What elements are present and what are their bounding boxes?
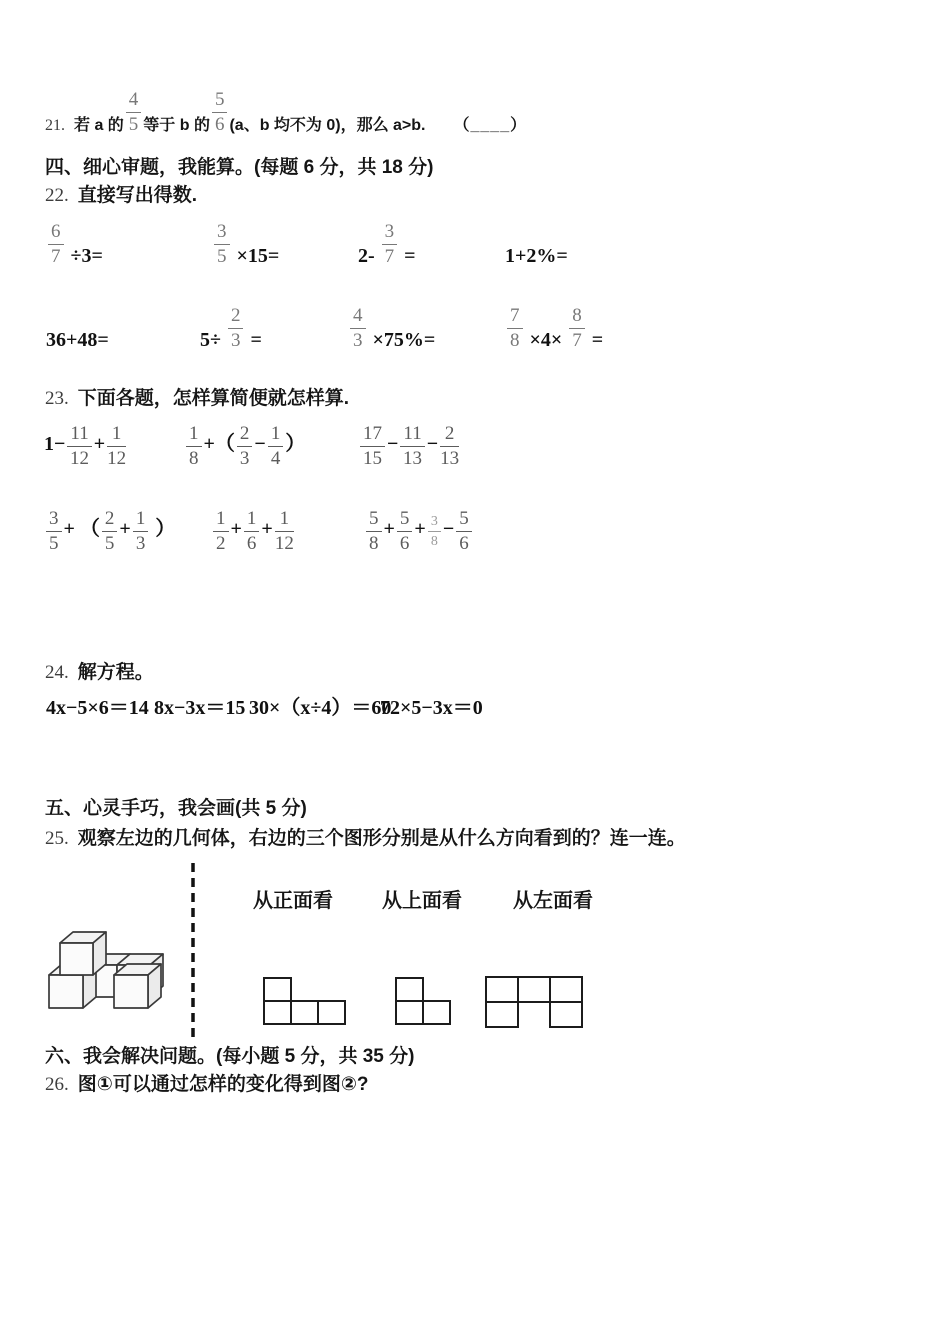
question-21-line (45, 89, 527, 136)
equation-2: 8x−3x＝15 (154, 697, 246, 719)
grid-cell (317, 1000, 346, 1025)
fraction: $\frac{2}{3}$ (235, 423, 255, 470)
question-25-title: 25. 观察左边的几何体，右边的三个图形分别是从什么方向看到的？连一连。 (45, 828, 686, 849)
question-text: (a、b 均不为 0)，那么 a>b. (229, 117, 426, 134)
expression: $\frac{6}{7}$ ÷3= (46, 221, 103, 268)
question-22-title: 22. 直接写出得数. (45, 185, 198, 206)
fraction: $\frac{11}{13}$ (398, 423, 426, 470)
answer-blank: （____） (453, 117, 528, 134)
view-label-left: 从左面看 (513, 890, 593, 912)
equation-1: 4x−5×6＝14 (46, 697, 149, 719)
fraction: $\frac{17}{15}$ (358, 423, 387, 470)
grid-cell (485, 1001, 519, 1028)
grid-cell (517, 976, 551, 1003)
grid-cell (290, 1000, 319, 1025)
fraction: $\frac{3}{7}$ (380, 221, 400, 268)
fraction: $\frac{11}{12}$ (65, 423, 93, 470)
fraction: $\frac{1}{2}$ (211, 508, 231, 555)
q23-row1 (0, 422, 950, 470)
fraction: $\frac{3}{8}$ (426, 513, 443, 550)
question-26-title: 26. 图①可以通过怎样的变化得到图②? (45, 1074, 369, 1095)
grid-cell (263, 977, 292, 1002)
expression: $\frac{3}{5}$ ×15= (212, 221, 279, 268)
fraction: $\frac{5}{6}$ (395, 508, 415, 555)
grid-cell (263, 1000, 292, 1025)
grid-cell (395, 977, 424, 1002)
view-label-front: 从正面看 (253, 890, 333, 912)
fraction: $\frac{3}{5}$ (212, 221, 232, 268)
fraction: $\frac{2}{5}$ (100, 508, 120, 555)
fraction: $\frac{1}{6}$ (242, 508, 262, 555)
fraction: $\frac{2}{13}$ (440, 423, 460, 469)
fraction-5-6: $\frac{5}{6}$ (210, 89, 230, 136)
expression: 1− $\frac{11}{12}$ + $\frac{1}{12}$ (44, 423, 127, 469)
q22-row2 (0, 304, 950, 352)
grid-cell (549, 976, 583, 1003)
fraction: $\frac{6}{7}$ (46, 221, 66, 268)
grid-cell (395, 1000, 424, 1025)
q24-equations (0, 694, 950, 720)
expression: $\frac{7}{8}$ ×4× $\frac{8}{7}$ = (505, 305, 603, 352)
fraction: $\frac{2}{3}$ (226, 305, 246, 352)
q22-row1 (0, 220, 950, 268)
question-number: 21. (45, 117, 65, 134)
view-label-top: 从上面看 (382, 890, 462, 912)
fraction: $\frac{1}{3}$ (131, 508, 151, 555)
question-21 (0, 88, 950, 136)
fraction-4-5: $\frac{4}{5}$ (124, 89, 144, 136)
expression: 2- $\frac{3}{7}$ = (358, 221, 416, 267)
question-text: 等于 b 的 (143, 117, 210, 134)
expression: $\frac{1}{2}$ + $\frac{1}{6}$ + $\frac{1}{12}$ (211, 508, 296, 555)
expression: 1+2%= (505, 245, 568, 267)
fraction: $\frac{1}{4}$ (266, 423, 286, 470)
grid-cell (549, 1001, 583, 1028)
q23-row2 (0, 507, 950, 555)
expression: $\frac{4}{3}$ ×75%= (348, 305, 435, 352)
expression: $\frac{5}{8}$ + $\frac{5}{6}$ + $\frac{3}{8}$ − $\frac{5}{6}$ (364, 508, 474, 555)
fraction: $\frac{1}{12}$ (274, 508, 294, 554)
grid-cell (485, 976, 519, 1003)
fraction: $\frac{5}{6}$ (454, 508, 474, 555)
fraction: $\frac{3}{5}$ (44, 508, 64, 555)
fraction: $\frac{7}{8}$ (505, 305, 525, 352)
question-text: 若 a 的 (74, 117, 124, 134)
question-23-title: 23. 下面各题，怎样算简便就怎样算. (45, 388, 350, 409)
expression: 5÷ $\frac{2}{3}$ = (200, 305, 262, 351)
fraction: $\frac{1}{8}$ (184, 423, 204, 470)
fraction: $\frac{1}{12}$ (107, 423, 127, 469)
section-5-heading: 五、心灵手巧，我会画(共 5 分) (45, 798, 307, 819)
fraction: $\frac{8}{7}$ (567, 305, 587, 352)
equation-3: 30×（x÷4）＝60 (249, 697, 392, 719)
expression: $\frac{17}{15}$ − $\frac{11}{13}$ − $\frac{2}{13}$ (358, 423, 461, 470)
equation-4: 72×5−3x＝0 (380, 697, 483, 719)
expression: 36+48= (46, 329, 109, 351)
fraction: $\frac{5}{8}$ (364, 508, 384, 555)
expression: $\frac{3}{5}$ + （ $\frac{2}{5}$ + $\frac{1}{3}$ ） (44, 508, 175, 555)
expression: $\frac{1}{8}$ +（ $\frac{2}{3}$ − $\frac{1}{4}$ ） (184, 423, 305, 470)
fraction: $\frac{4}{3}$ (348, 305, 368, 352)
section-4-heading: 四、细心审题，我能算。(每题 6 分，共 18 分) (45, 157, 434, 178)
grid-cell (422, 1000, 451, 1025)
section-6-heading: 六、我会解决问题。(每小题 5 分，共 35 分) (45, 1046, 415, 1067)
question-24-title: 24. 解方程。 (45, 662, 154, 683)
